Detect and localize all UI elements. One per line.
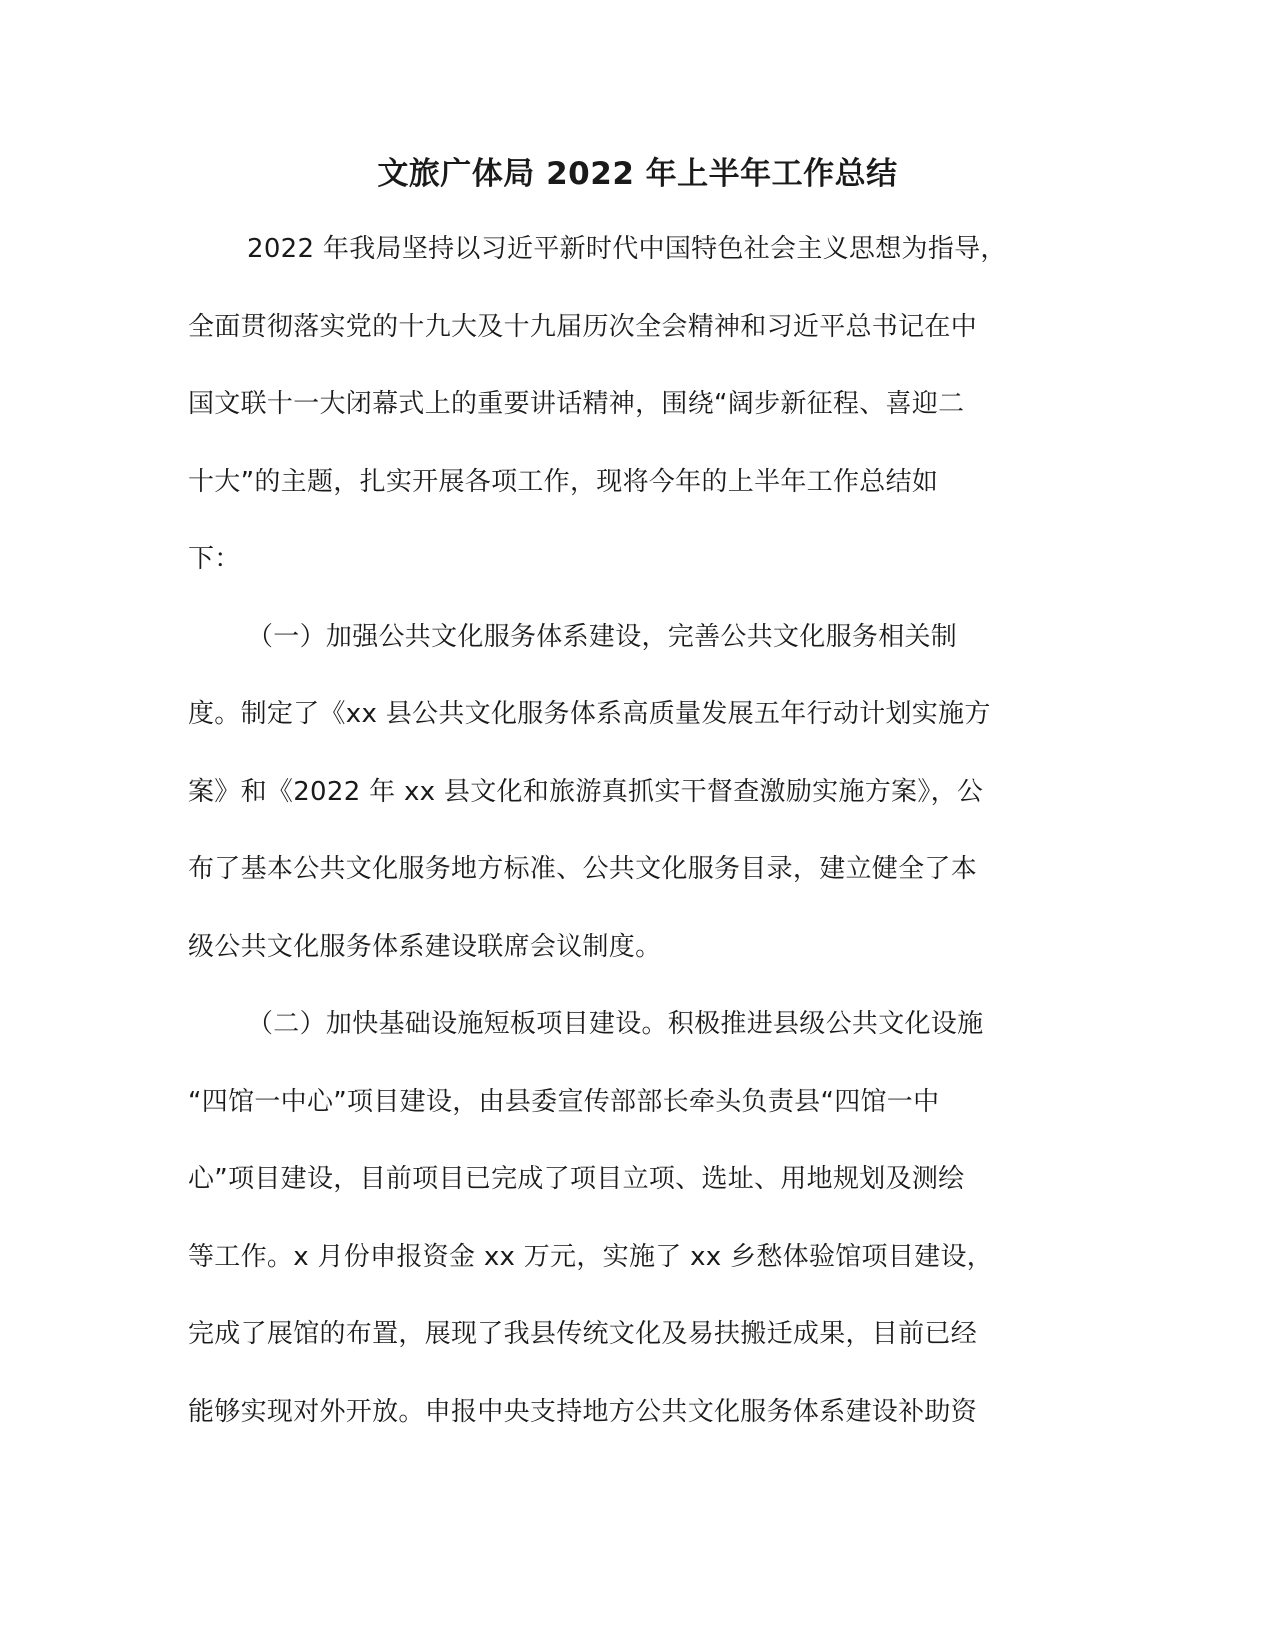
paragraph-1-line-1: 2022 年我局坚持以习近平新时代中国特色社会主义思想为指导，: [247, 234, 1007, 264]
paragraph-2-line-1: （一）加强公共文化服务体系建设，完善公共文化服务相关制: [247, 621, 958, 652]
paragraph-3-line-5: 完成了展馆的布置，展现了我县传统文化及易扶搬迁成果，目前已经: [188, 1319, 978, 1349]
paragraph-1-line-2: 全面贯彻落实党的十九大及十九届历次全会精神和习近平总书记在中: [188, 311, 978, 342]
paragraph-2-line-5: 级公共文化服务体系建设联席会议制度。: [188, 931, 662, 962]
document-title: 文旅广体局 2022 年上半年工作总结: [377, 156, 898, 192]
document-body: [188, 224, 1088, 1464]
paragraph-2-line-4: 布了基本公共文化服务地方标准、公共文化服务目录，建立健全了本: [188, 854, 978, 884]
paragraph-1-line-3: 国文联十一大闭幕式上的重要讲话精神，围绕“阔步新征程、喜迎二: [188, 389, 965, 419]
paragraph-1-line-5: 下：: [188, 544, 241, 574]
paragraph-3-line-2: “四馆一中心”项目建设，由县委宣传部部长牵头负责县“四馆一中: [188, 1086, 940, 1117]
paragraph-3-line-1: （二）加快基础设施短板项目建设。积极推进县级公共文化设施: [247, 1009, 984, 1039]
paragraph-3-line-4: 等工作。x 月份申报资金 xx 万元，实施了 xx 乡愁体验馆项目建设，: [188, 1241, 994, 1272]
paragraph-2-line-2: 度。制定了《xx 县公共文化服务体系高质量发展五年行动计划实施方: [188, 699, 991, 729]
paragraph-2-line-3: 案》和《2022 年 xx 县文化和旅游真抓实干督查激励实施方案》，公: [188, 776, 984, 807]
paragraph-3-line-6: 能够实现对外开放。申报中央支持地方公共文化服务体系建设补助资: [188, 1396, 978, 1427]
paragraph-3-line-3: 心”项目建设，目前项目已完成了项目立项、选址、用地规划及测绘: [188, 1164, 965, 1194]
paragraph-1-line-4: 十大”的主题，扎实开展各项工作，现将今年的上半年工作总结如: [188, 466, 939, 497]
